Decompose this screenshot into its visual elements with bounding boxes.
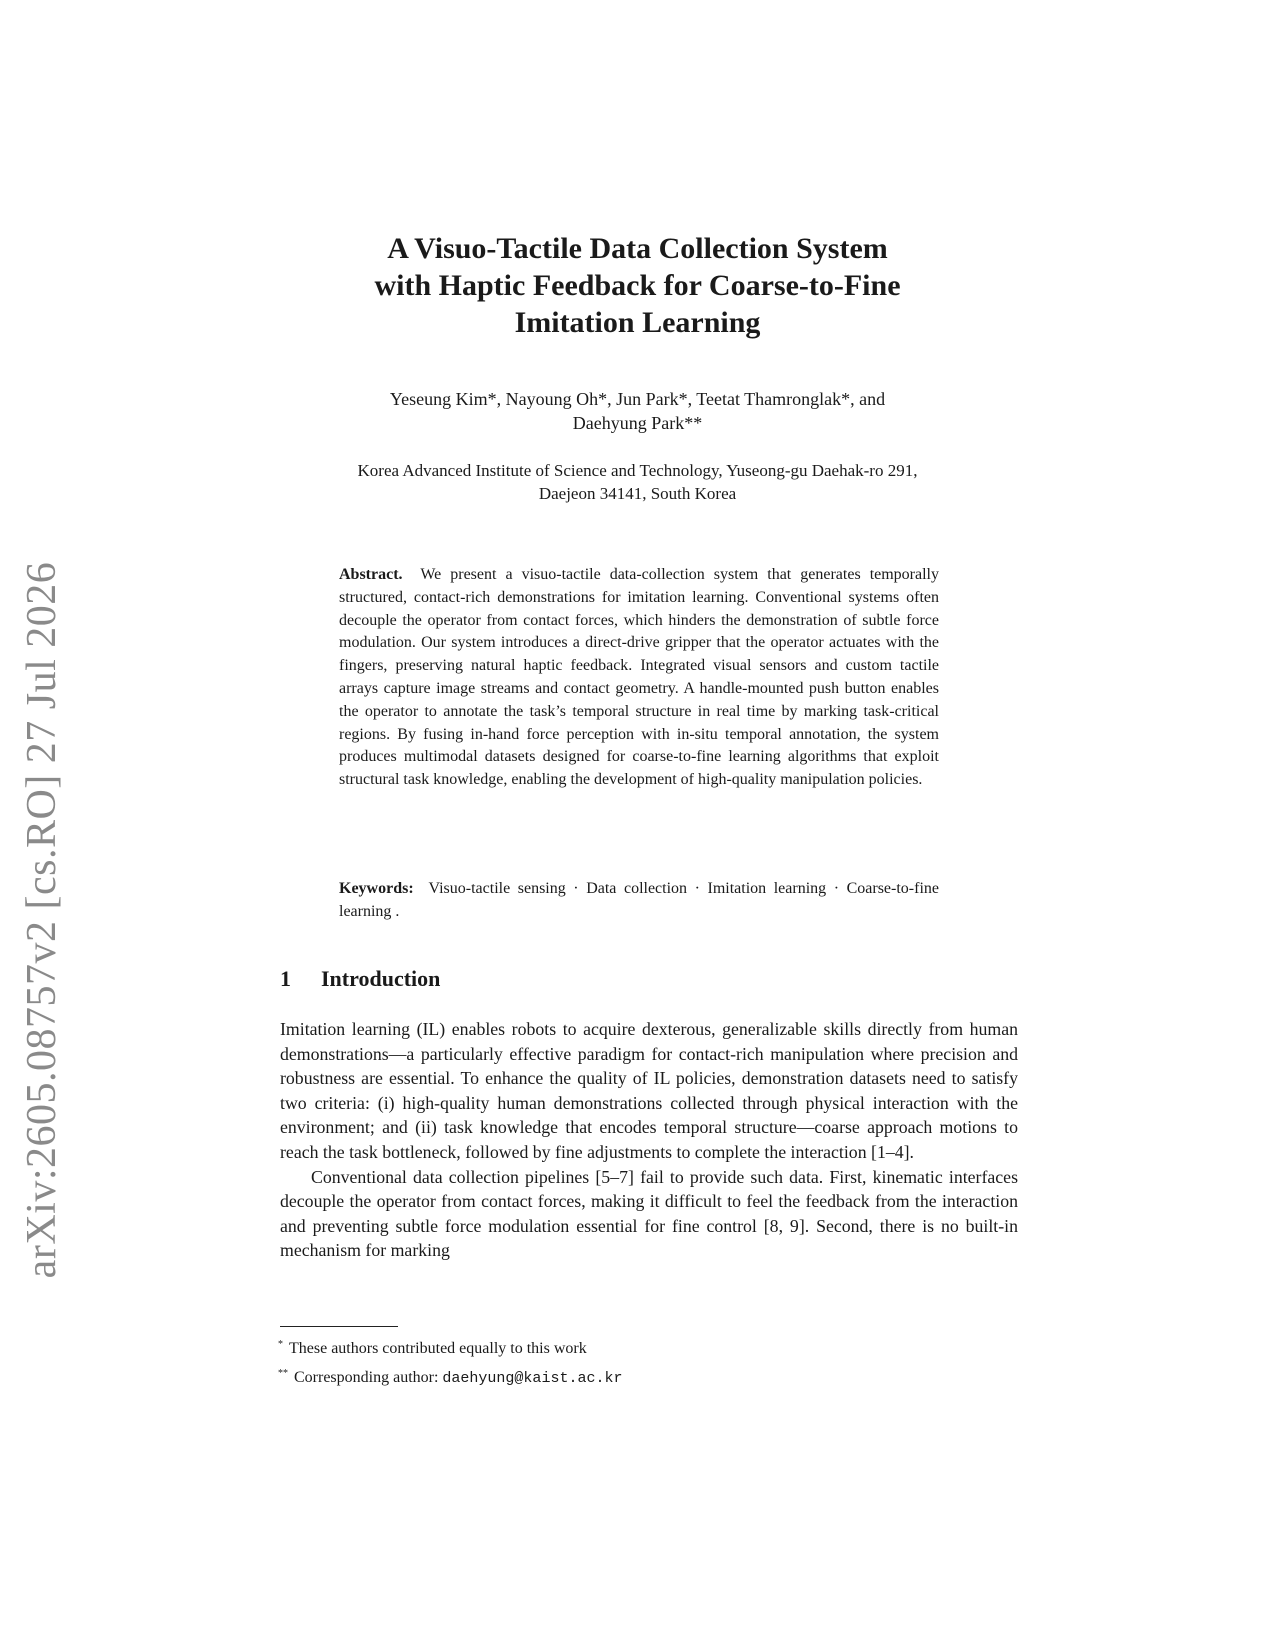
affiliation-line: Korea Advanced Institute of Science and Technology, Yuseong-gu Daehak-ro 291, [357, 461, 918, 480]
email-link[interactable]: daehyung@kaist.ac.kr [442, 1370, 623, 1387]
paragraph: Imitation learning (IL) enables robots to acquire dexterous, generalizable skills directly from human demonstrations—a particularly effective paradigm for contact-rich manipulation where precision and robustness are essential. To enhance the quality of IL policies, demonstration datasets need to satisfy two criteria: (i) high-quality human demonstrations collected through physical interaction with the environment; and (ii) task knowledge that encodes temporal structure—coarse approach motions to reach the task bottleneck, followed by fine adjustments to complete the interaction [1–4]. [280, 1019, 1018, 1162]
keywords [339, 878, 939, 924]
section-number: 1 [280, 966, 291, 991]
affiliation [0, 459, 1275, 505]
keywords-label: Keywords: [339, 880, 414, 897]
footnote-text: Corresponding author: [294, 1369, 439, 1386]
arxiv-identifier: arXiv:2605.08757v2 [cs.RO] 27 Jul 2026 [19, 561, 65, 1279]
abstract-text: We present a visuo-tactile data-collection system that generates temporally structured, contact-rich demonstrations for imitation learning. Conventional systems often decouple the operator from contact forces, which hinders the demonstration of subtle force modulation. Our system introduces a direct-drive gripper that the operator actuates with the fingers, preserving natural haptic feedback. Integrated visual sensors and custom tactile arrays capture image streams and contact geometry. A handle-mounted push button enables the operator to annotate the task’s temporal structure in real time by marking task-critical regions. By fusing in-hand force perception with in-situ temporal annotation, the system produces multimodal datasets designed for coarse-to-fine learning algorithms that exploit structural task knowledge, enabling the development of high-quality manipulation policies. [339, 566, 940, 789]
footnote-rule [280, 1326, 398, 1327]
footnote-mark: ** [278, 1368, 288, 1379]
author-line: Yeseung Kim*, Nayoung Oh*, Jun Park*, Teetat Thamronglak*, and [389, 389, 886, 409]
paper-title [0, 230, 1275, 341]
keywords-text: Visuo-tactile sensing · Data collection · Imitation learning · Coarse-to-fine learning . [339, 880, 939, 920]
footnote [278, 1332, 622, 1361]
footnote-mark: * [278, 1339, 283, 1350]
paragraph: Conventional data collection pipelines [5–7] fail to provide such data. First, kinematic interfaces decouple the operator from contact forces, making it difficult to feel the feedback from the interaction and preventing subtle force modulation essential for fine control [8, 9]. Second, there is no built-in mechanism for marking [280, 1166, 1018, 1261]
author-list [0, 387, 1275, 435]
abstract-label: Abstract. [339, 566, 403, 583]
title-line: Imitation Learning [514, 306, 761, 339]
section-title: Introduction [321, 966, 441, 991]
title-line: A Visuo-Tactile Data Collection System [387, 232, 888, 265]
body-text [280, 1017, 1018, 1263]
title-line: with Haptic Feedback for Coarse-to-Fine [374, 269, 901, 302]
section-heading [280, 966, 440, 992]
author-line: Daehyung Park** [572, 413, 703, 433]
footnote-text: These authors contributed equally to this work [289, 1340, 587, 1357]
abstract [339, 564, 939, 792]
footnote [278, 1361, 622, 1391]
footnotes [278, 1332, 622, 1391]
affiliation-line: Daejeon 34141, South Korea [538, 484, 737, 503]
